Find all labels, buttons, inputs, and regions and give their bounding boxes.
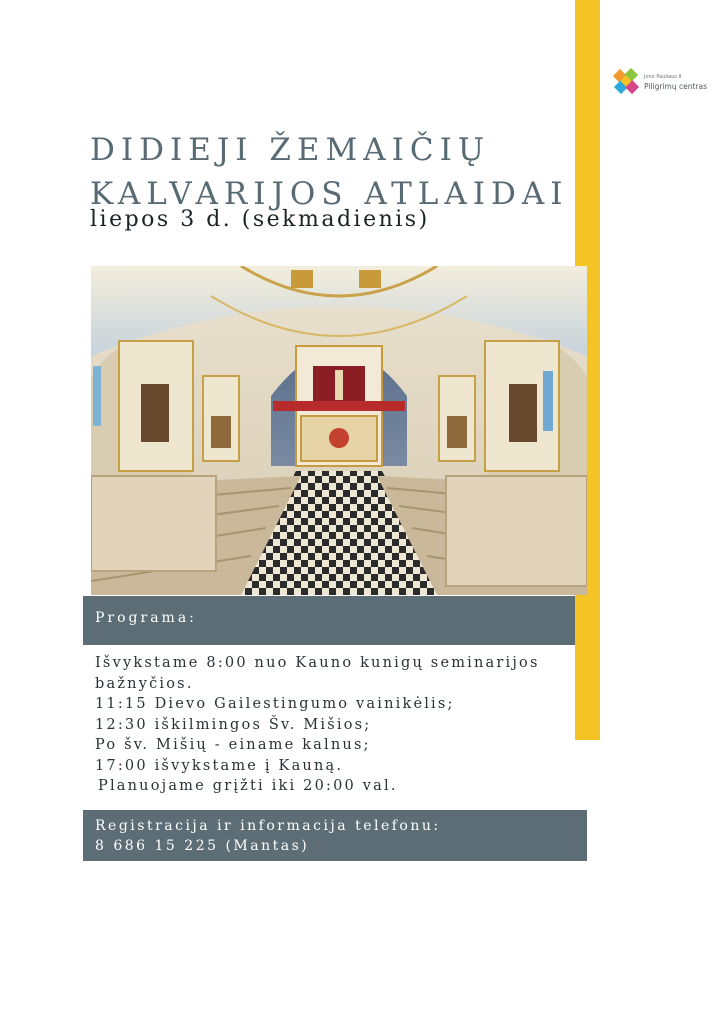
schedule-item: 17:00 išvykstame į Kauną. [95, 757, 344, 774]
schedule-item: Išvykstame 8:00 nuo Kauno kunigų seminarijos [95, 655, 540, 671]
program-label: Programa: [95, 610, 197, 626]
date-subtitle: liepos 3 d. (sekmadienis) [90, 207, 430, 232]
schedule-item: bažnyčios. [95, 675, 194, 692]
logo [614, 67, 714, 97]
title-line2: KALVARIJOS ATLAIDAI [90, 176, 569, 212]
schedule-item: Planuojame grįžti iki 20:00 val. [98, 778, 398, 794]
schedule-list [95, 653, 540, 797]
schedule-item: Po šv. Mišių - einame kalnus; [95, 737, 371, 753]
registration-label: Registracija ir informacija telefonu: [95, 818, 441, 834]
registration-band [83, 810, 587, 861]
program-header-band [83, 596, 575, 645]
schedule-item: 12:30 iškilmingos Šv. Mišios; [95, 716, 372, 733]
church-interior-photo [91, 266, 587, 595]
title-line1: DIDIEJI ŽEMAIČIŲ [90, 132, 490, 168]
logo-line2: Piligrimų centras [644, 82, 707, 91]
logo-line1: Jono Pauliaus II [644, 74, 682, 80]
registration-phone: 8 686 15 225 (Mantas) [95, 838, 310, 854]
page-title [90, 128, 568, 216]
schedule-item: 11:15 Dievo Gailestingumo vainikėlis; [95, 696, 455, 712]
pilgrim-center-logo-icon [614, 69, 640, 95]
